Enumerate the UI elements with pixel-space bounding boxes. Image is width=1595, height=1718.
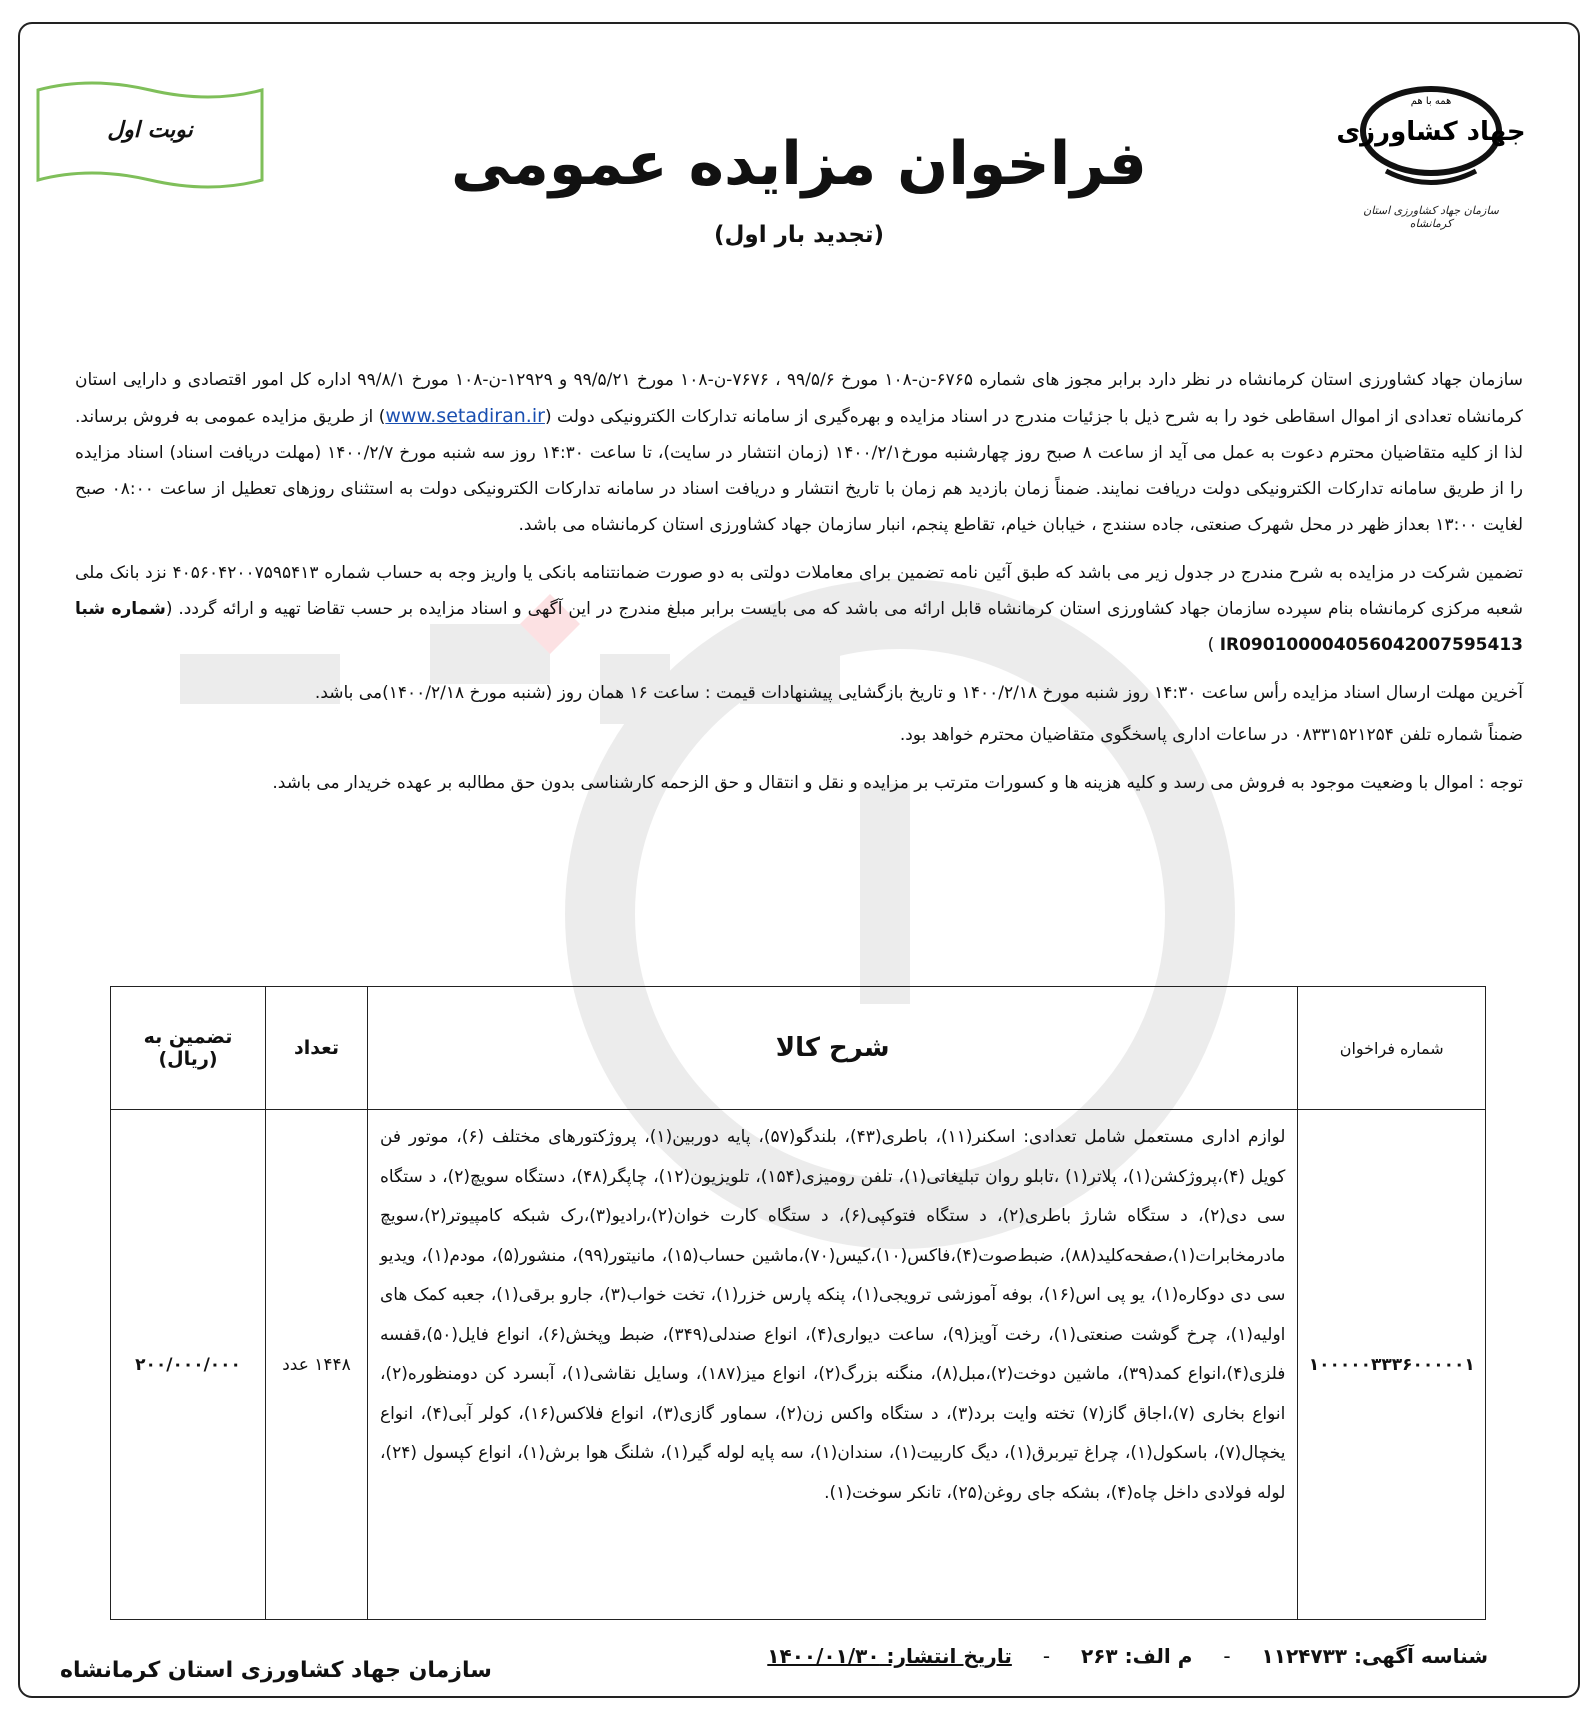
paragraph-intro: سازمان جهاد کشاورزی استان کرمانشاه در نظر دارد برابر مجوز های شماره ۶۷۶۵-ن-۱۰۸ مورخ ۹۹/۵/۶ ، ۷۶۷۶-ن-۱۰۸ مورخ ۹۹/۵/۲۱ و ۱۲۹۲۹-ن-۱۰۸ مورخ ۹۹/۸/۱ اداره کل امور اقتصادی و دارایی استان کرمانشاه تعدادی از اموال اسقاطی خود را به شرح ذیل با جزئیات مندرج در اسناد مزایده و بهره‌گیری از سامانه تدارکات الکترونیکی دولت (www.setadiran.ir) از طریق مزایده عمومی به فروش برساند. لذا از کلیه متقاضیان محترم دعوت به عمل می آید از ساعت ۸ صبح روز چهارشنبه مورخ۱۴۰۰/۲/۱ (زمان انتشار در سایت)، تا ساعت ۱۴:۳۰ روز سه شنبه مورخ ۱۴۰۰/۲/۷ (مهلت دریافت اسناد) اسناد مزایده را از طریق سامانه تدارکات الکترونیکی دولت دریافت نمایند. ضمناً زمان بازدید هم زمان با تاریخ انتشار و دریافت اسناد در سامانه تدارکات الکترونیکی دولت به استثنای روزهای تعطیل از ساعت ۰۸:۰۰ صبح لغایت ۱۳:۰۰ بعداز ظهر در محل شهرک صنعتی، جاده سنندج ، خیابان خیام، تقاطع پنجم، انبار سازمان جهاد کشاورزی استان کرمانشاه می باشد. [75,370,1523,535]
paragraph-deadline: آخرین مهلت ارسال اسناد مزایده رأس ساعت ۱۴:۳۰ روز شنبه مورخ ۱۴۰۰/۲/۱۸ و تاریخ بازگشایی پیشنهادات قیمت : ساعت ۱۶ همان روز (شنبه مورخ ۱۴۰۰/۲/۱۸)می باشد. [314,683,1523,703]
footer-org: سازمان جهاد کشاورزی استان کرمانشاه [60,1658,492,1683]
cell-number: ۱۰۰۰۰۰۳۳۳۶۰۰۰۰۰۱ [1298,1110,1486,1620]
ad-id: شناسه آگهی: ۱۱۲۴۷۳۳ [1261,1644,1488,1668]
page-subtitle: (تجدید بار اول) [713,222,885,248]
paragraph-note: توجه : اموال با وضعیت موجود به فروش می رسد و کلیه هزینه ها و کسورات مترتب بر مزایده و نقل و انتقال و حق الزحمه کارشناسی بدون حق مطالبه بر عهده خریدار می باشد. [272,773,1523,793]
notice-body [75,362,1523,813]
auction-table [110,986,1486,1620]
logo-top-text: همه با هم [1410,96,1452,107]
notice-page [18,22,1580,1698]
header-description: شرح کالا [367,987,1297,1110]
header-guarantee: تضمین به (ریال) [111,987,266,1110]
table-header-row [111,987,1486,1110]
paragraph-phone: ضمناً شماره تلفن ۰۸۳۳۱۵۲۱۲۵۴ در ساعات اداری پاسخگوی متقاضیان محترم خواهد بود. [899,725,1523,745]
cell-guarantee: ۲۰۰/۰۰۰/۰۰۰ [111,1110,266,1620]
header-number: شماره فراخوان [1298,987,1486,1110]
paragraph-guarantee: تضمین شرکت در مزایده به شرح مندرج در جدول زیر می باشد که طبق آئین نامه تضمین برای معاملات دولتی به دو صورت ضمانتنامه بانکی یا واریز وجه به حساب شماره ۴۰۵۶۰۴۲۰۰۷۵۹۵۴۱۳ نزد بانک ملی شعبه مرکزی کرمانشاه بنام سپرده سازمان جهاد کشاورزی استان کرمانشاه قابل ارائه می باشد که می بایست برابر مبلغ مندرج در این آگهی و اسناد مزایده بر حسب تقاضا تهیه و ارائه گردد. (شماره شبا IR090100004056042007595413 ) [75,563,1523,655]
logo-caption: سازمان جهاد کشاورزی استان کرمانشاه [1363,204,1499,230]
publish-date: تاریخ انتشار: ۱۴۰۰/۰۱/۳۰ [767,1644,1012,1668]
cell-quantity: ۱۴۴۸ عدد [266,1110,368,1620]
sheba-number: شماره شبا IR090100004056042007595413 [75,599,1523,655]
setadiran-link[interactable]: www.setadiran.ir [385,405,545,427]
header-quantity: تعداد [266,987,368,1110]
round-badge-label: نوبت اول [107,118,193,143]
cell-description: لوازم اداری مستعمل شامل تعدادی: اسکنر(۱۱)، باطری(۴۳)، بلندگو(۵۷)، پایه دوربین(۱)، پروژکتورهای مختلف (۶)، موتور فن کویل (۴)،پروژکشن(۱)، پلاتر(۱) ،تابلو روان تبلیغاتی(۱)، تلفن رومیزی(۱۵۴)، تلویزیون(۱۲)، چاپگر(۴۸)، دستگاه سویچ(۲)، د ستگاه سی دی(۲)، د ستگاه شارژ باطری(۲)، د ستگاه فتوکپی(۶)، د ستگاه کارت خوان(۲)،رادیو(۳)،رک شبکه کامپیوتر(۲)،سویچ مادرمخابرات(۱)،صفحه‌کلید(۸۸)، ضبط‌صوت(۴)،فاکس(۱۰)،کیس(۷۰)،ماشین حساب(۱۵)، مانیتور(۹۹)، منشور(۵)، مودم(۱)، ویدیو سی دی دوکاره(۱)، یو پی اس(۱۶)، بوفه آموزشی ترویجی(۱)، پنکه پارس خزر(۱)، تخت خواب(۳)، جارو برقی(۱)، جعبه کمک های اولیه(۱)، چرخ گوشت صنعتی(۱)، رخت آویز(۹)، ساعت دیواری(۴)، انواع صندلی(۳۴۹)، ضبط وپخش(۶)، انواع فایل(۵۰)،قفسه فلزی(۴)،انواع کمد(۳۹)، ماشین دوخت(۲)،مبل(۸)، منگنه بزرگ(۲)، انواع میز(۱۸۷)، وسایل نقاشی(۱)، آبسرد کن دومنظوره(۲)، انواع بخاری (۷)،اجاق گاز(۷) تخته وایت برد(۳)، د ستگاه واکس زن(۲)، سماور گازی(۳)، انواع فلاکس(۱۶)، کولر آبی(۴)، انواع یخچال(۷)، باسکول(۱)، چراغ تیربرق(۱)، دیگ کاربیت(۱)، سندان(۱)، سه پایه لوله گیر(۱)، شلنگ هوا برش(۱)، انواع کپسول (۲۴)، لوله فولادی داخل چاه(۴)، بشکه جای روغن(۲۵)، تانکر سوخت(۱). [367,1110,1297,1620]
logo-text: جهاد کشاورزی [1336,117,1526,147]
m-alef: م الف: ۲۶۳ [1081,1644,1193,1668]
table-row [111,1110,1486,1620]
page-title: فراخوان مزایده عمومی [451,129,1147,199]
footer-meta: شناسه آگهی: ۱۱۲۴۷۳۳ - م الف: ۲۶۳ - تاریخ انتشار: ۱۴۰۰/۰۱/۳۰ [767,1644,1488,1668]
